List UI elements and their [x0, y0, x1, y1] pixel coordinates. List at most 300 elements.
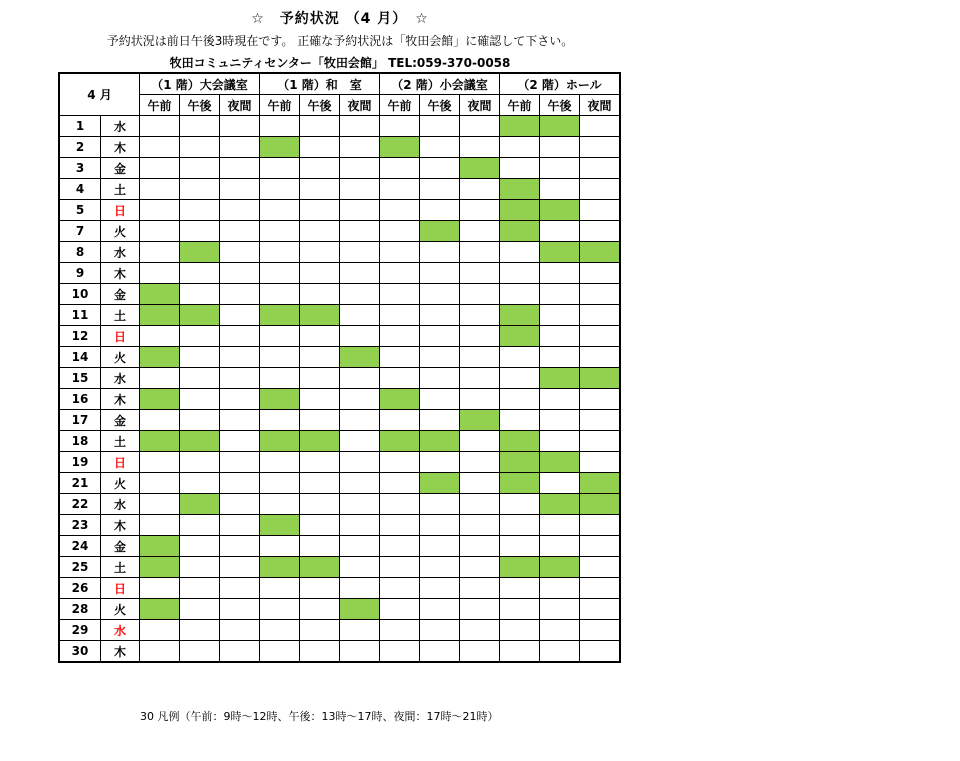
slot-cell: [300, 284, 340, 305]
table-row: [59, 557, 620, 578]
slot-cell: [300, 536, 340, 557]
contact-info: 牧田コミュニティセンター「牧田会館」 TEL:059-370-0058: [169, 56, 511, 70]
slot-header: 午前: [380, 95, 420, 116]
slot-cell: [340, 557, 380, 578]
table-row: [59, 305, 620, 326]
slot-cell: [500, 494, 540, 515]
slot-cell: [500, 347, 540, 368]
slot-cell: [340, 221, 380, 242]
booked-slot-cell: [380, 431, 420, 452]
slot-cell: [460, 599, 500, 620]
slot-cell: [500, 599, 540, 620]
booked-slot-cell: [260, 305, 300, 326]
weekday-label: 水: [101, 620, 140, 641]
weekday-label: 日: [101, 326, 140, 347]
booked-slot-cell: [500, 452, 540, 473]
weekday-label: 木: [101, 641, 140, 663]
slot-header: 午後: [300, 95, 340, 116]
slot-cell: [340, 620, 380, 641]
booked-slot-cell: [140, 284, 180, 305]
slot-cell: [420, 452, 460, 473]
day-number: 28: [59, 599, 101, 620]
weekday-label: 土: [101, 305, 140, 326]
slot-header: 午後: [420, 95, 460, 116]
slot-cell: [500, 641, 540, 663]
slot-cell: [580, 452, 621, 473]
slot-cell: [220, 389, 260, 410]
slot-cell: [180, 179, 220, 200]
slot-cell: [340, 158, 380, 179]
booked-slot-cell: [500, 431, 540, 452]
slot-cell: [380, 410, 420, 431]
booked-slot-cell: [580, 242, 621, 263]
booked-slot-cell: [300, 305, 340, 326]
slot-cell: [460, 179, 500, 200]
room-header-row: [59, 73, 620, 95]
slot-cell: [380, 494, 420, 515]
slot-cell: [540, 641, 580, 663]
slot-cell: [260, 410, 300, 431]
slot-cell: [180, 620, 220, 641]
room-header: （1 階）和 室: [260, 73, 380, 95]
slot-cell: [300, 599, 340, 620]
day-number: 26: [59, 578, 101, 599]
slot-header: 午前: [140, 95, 180, 116]
weekday-label: 金: [101, 410, 140, 431]
slot-cell: [420, 389, 460, 410]
slot-cell: [300, 578, 340, 599]
slot-cell: [460, 536, 500, 557]
slot-cell: [180, 599, 220, 620]
slot-cell: [460, 200, 500, 221]
weekday-label: 水: [101, 116, 140, 137]
slot-cell: [220, 158, 260, 179]
slot-cell: [460, 368, 500, 389]
weekday-label: 日: [101, 578, 140, 599]
day-number: 23: [59, 515, 101, 536]
table-row: [59, 200, 620, 221]
slot-cell: [420, 200, 460, 221]
booked-slot-cell: [300, 557, 340, 578]
slot-cell: [140, 137, 180, 158]
room-header: （1 階）大会議室: [140, 73, 260, 95]
room-header: （2 階）ホール: [500, 73, 621, 95]
slot-cell: [500, 410, 540, 431]
slot-cell: [420, 137, 460, 158]
slot-cell: [540, 536, 580, 557]
booked-slot-cell: [540, 494, 580, 515]
slot-cell: [340, 116, 380, 137]
slot-cell: [220, 326, 260, 347]
booked-slot-cell: [340, 599, 380, 620]
table-row: [59, 515, 620, 536]
slot-cell: [580, 599, 621, 620]
slot-cell: [580, 536, 621, 557]
slot-cell: [180, 284, 220, 305]
slot-cell: [460, 242, 500, 263]
slot-cell: [220, 137, 260, 158]
slot-cell: [380, 158, 420, 179]
slot-cell: [460, 305, 500, 326]
slot-cell: [220, 410, 260, 431]
slot-cell: [260, 473, 300, 494]
slot-cell: [180, 200, 220, 221]
slot-cell: [460, 641, 500, 663]
slot-cell: [220, 179, 260, 200]
slot-cell: [420, 305, 460, 326]
slot-cell: [340, 473, 380, 494]
table-row: [59, 494, 620, 515]
slot-cell: [340, 515, 380, 536]
day-number: 30: [59, 641, 101, 663]
slot-cell: [580, 221, 621, 242]
day-number: 25: [59, 557, 101, 578]
table-row: [59, 389, 620, 410]
slot-cell: [140, 368, 180, 389]
slot-cell: [340, 578, 380, 599]
slot-cell: [220, 347, 260, 368]
slot-cell: [540, 326, 580, 347]
booked-slot-cell: [340, 347, 380, 368]
slot-cell: [420, 242, 460, 263]
slot-cell: [500, 515, 540, 536]
day-number: 9: [59, 263, 101, 284]
slot-cell: [580, 641, 621, 663]
booked-slot-cell: [580, 494, 621, 515]
slot-cell: [180, 473, 220, 494]
table-row: [59, 641, 620, 663]
slot-cell: [580, 557, 621, 578]
slot-cell: [220, 305, 260, 326]
slot-cell: [140, 452, 180, 473]
slot-cell: [300, 326, 340, 347]
slot-cell: [540, 431, 580, 452]
slot-cell: [180, 452, 220, 473]
slot-cell: [220, 599, 260, 620]
slot-cell: [220, 431, 260, 452]
weekday-label: 火: [101, 473, 140, 494]
page-title: ☆ 予約状況 （4 月） ☆: [251, 11, 429, 27]
table-row: [59, 578, 620, 599]
slot-cell: [420, 557, 460, 578]
slot-cell: [180, 410, 220, 431]
slot-cell: [140, 473, 180, 494]
slot-cell: [220, 536, 260, 557]
weekday-label: 水: [101, 494, 140, 515]
slot-cell: [540, 473, 580, 494]
slot-cell: [300, 473, 340, 494]
slot-cell: [220, 452, 260, 473]
slot-cell: [180, 347, 220, 368]
slot-cell: [300, 452, 340, 473]
slot-cell: [220, 557, 260, 578]
slot-cell: [220, 494, 260, 515]
table-row: [59, 221, 620, 242]
day-number: 2: [59, 137, 101, 158]
slot-cell: [220, 200, 260, 221]
slot-cell: [580, 200, 621, 221]
slot-header: 夜間: [460, 95, 500, 116]
slot-cell: [180, 137, 220, 158]
slot-cell: [340, 641, 380, 663]
slot-cell: [260, 179, 300, 200]
slot-cell: [380, 599, 420, 620]
booked-slot-cell: [380, 389, 420, 410]
slot-cell: [540, 410, 580, 431]
slot-cell: [460, 347, 500, 368]
table-row: [59, 452, 620, 473]
booked-slot-cell: [140, 389, 180, 410]
booked-slot-cell: [140, 557, 180, 578]
slot-cell: [460, 116, 500, 137]
slot-cell: [260, 536, 300, 557]
weekday-label: 金: [101, 158, 140, 179]
booked-slot-cell: [580, 473, 621, 494]
slot-cell: [380, 578, 420, 599]
slot-cell: [220, 368, 260, 389]
slot-cell: [420, 599, 460, 620]
slot-cell: [380, 200, 420, 221]
booked-slot-cell: [140, 431, 180, 452]
slot-cell: [260, 452, 300, 473]
booked-slot-cell: [500, 179, 540, 200]
slot-header: 夜間: [220, 95, 260, 116]
weekday-label: 土: [101, 431, 140, 452]
day-number: 1: [59, 116, 101, 137]
slot-header: 午後: [180, 95, 220, 116]
booked-slot-cell: [140, 536, 180, 557]
slot-header: 午前: [260, 95, 300, 116]
slot-cell: [380, 305, 420, 326]
slot-cell: [420, 284, 460, 305]
slot-cell: [540, 389, 580, 410]
slot-cell: [140, 158, 180, 179]
slot-cell: [260, 620, 300, 641]
slot-cell: [580, 326, 621, 347]
day-number: 15: [59, 368, 101, 389]
slot-cell: [260, 284, 300, 305]
slot-cell: [220, 263, 260, 284]
slot-cell: [380, 452, 420, 473]
slot-cell: [340, 410, 380, 431]
weekday-label: 火: [101, 221, 140, 242]
slot-cell: [580, 158, 621, 179]
booked-slot-cell: [260, 431, 300, 452]
booked-slot-cell: [540, 368, 580, 389]
slot-cell: [300, 137, 340, 158]
slot-cell: [300, 179, 340, 200]
booked-slot-cell: [260, 515, 300, 536]
table-row: [59, 179, 620, 200]
slot-cell: [540, 620, 580, 641]
slot-cell: [580, 389, 621, 410]
slot-cell: [140, 410, 180, 431]
slot-cell: [300, 158, 340, 179]
booked-slot-cell: [180, 305, 220, 326]
weekday-label: 木: [101, 263, 140, 284]
slot-cell: [220, 578, 260, 599]
slot-cell: [420, 578, 460, 599]
slot-cell: [380, 221, 420, 242]
slot-cell: [180, 641, 220, 663]
month-label: 4 月: [59, 73, 140, 116]
slot-cell: [500, 620, 540, 641]
booked-slot-cell: [180, 431, 220, 452]
table-row: [59, 263, 620, 284]
slot-cell: [380, 347, 420, 368]
slot-cell: [180, 326, 220, 347]
slot-cell: [340, 242, 380, 263]
slot-cell: [220, 116, 260, 137]
slot-cell: [340, 200, 380, 221]
slot-cell: [460, 326, 500, 347]
slot-cell: [580, 578, 621, 599]
slot-cell: [180, 536, 220, 557]
slot-cell: [180, 221, 220, 242]
slot-cell: [420, 326, 460, 347]
slot-cell: [380, 557, 420, 578]
slot-cell: [420, 263, 460, 284]
slot-cell: [420, 347, 460, 368]
day-number: 24: [59, 536, 101, 557]
slot-cell: [500, 536, 540, 557]
slot-cell: [260, 116, 300, 137]
slot-cell: [180, 515, 220, 536]
booked-slot-cell: [300, 431, 340, 452]
slot-cell: [300, 200, 340, 221]
slot-cell: [220, 641, 260, 663]
slot-cell: [340, 305, 380, 326]
day-number: 12: [59, 326, 101, 347]
day-number: 7: [59, 221, 101, 242]
table-row: [59, 326, 620, 347]
booked-slot-cell: [140, 305, 180, 326]
booked-slot-cell: [180, 242, 220, 263]
weekday-label: 日: [101, 452, 140, 473]
weekday-label: 土: [101, 557, 140, 578]
slot-cell: [540, 158, 580, 179]
day-number: 4: [59, 179, 101, 200]
slot-cell: [140, 578, 180, 599]
slot-cell: [460, 221, 500, 242]
legend-text: 30 凡例（午前：9時～12時、午後：13時～17時、夜間：17時～21時）: [140, 710, 499, 723]
slot-cell: [180, 557, 220, 578]
booked-slot-cell: [540, 200, 580, 221]
slot-cell: [460, 137, 500, 158]
slot-cell: [500, 578, 540, 599]
slot-cell: [260, 368, 300, 389]
slot-cell: [540, 305, 580, 326]
weekday-label: 火: [101, 347, 140, 368]
slot-cell: [380, 116, 420, 137]
slot-cell: [420, 158, 460, 179]
booked-slot-cell: [460, 158, 500, 179]
slot-header-row: [59, 95, 620, 116]
slot-cell: [300, 410, 340, 431]
slot-cell: [300, 494, 340, 515]
slot-cell: [300, 116, 340, 137]
slot-cell: [300, 368, 340, 389]
notice-text: 予約状況は前日午後3時現在です。 正確な予約状況は「牧田会館」に確認して下さい。: [106, 34, 574, 48]
slot-cell: [380, 326, 420, 347]
booked-slot-cell: [140, 599, 180, 620]
slot-cell: [460, 557, 500, 578]
room-header: （2 階）小会議室: [380, 73, 500, 95]
table-row: [59, 620, 620, 641]
weekday-label: 金: [101, 284, 140, 305]
slot-cell: [380, 368, 420, 389]
slot-cell: [420, 494, 460, 515]
slot-cell: [460, 452, 500, 473]
slot-cell: [300, 242, 340, 263]
slot-cell: [180, 578, 220, 599]
slot-cell: [300, 620, 340, 641]
slot-cell: [340, 452, 380, 473]
slot-cell: [460, 578, 500, 599]
slot-cell: [380, 284, 420, 305]
slot-cell: [540, 137, 580, 158]
slot-cell: [580, 263, 621, 284]
booked-slot-cell: [500, 473, 540, 494]
slot-cell: [300, 347, 340, 368]
slot-cell: [140, 515, 180, 536]
slot-cell: [340, 326, 380, 347]
slot-cell: [500, 284, 540, 305]
slot-cell: [260, 221, 300, 242]
booked-slot-cell: [260, 557, 300, 578]
weekday-label: 水: [101, 368, 140, 389]
day-number: 18: [59, 431, 101, 452]
day-number: 8: [59, 242, 101, 263]
slot-cell: [580, 116, 621, 137]
day-number: 14: [59, 347, 101, 368]
slot-cell: [420, 179, 460, 200]
slot-cell: [380, 536, 420, 557]
slot-cell: [220, 284, 260, 305]
slot-cell: [460, 494, 500, 515]
booked-slot-cell: [460, 410, 500, 431]
slot-cell: [300, 515, 340, 536]
slot-cell: [580, 179, 621, 200]
slot-cell: [460, 473, 500, 494]
slot-cell: [340, 263, 380, 284]
slot-cell: [380, 263, 420, 284]
slot-cell: [500, 242, 540, 263]
slot-cell: [340, 179, 380, 200]
slot-cell: [380, 473, 420, 494]
booked-slot-cell: [500, 557, 540, 578]
slot-cell: [420, 620, 460, 641]
slot-cell: [260, 263, 300, 284]
slot-header: 午後: [540, 95, 580, 116]
slot-cell: [380, 620, 420, 641]
booked-slot-cell: [500, 326, 540, 347]
slot-cell: [300, 221, 340, 242]
slot-cell: [140, 116, 180, 137]
day-number: 3: [59, 158, 101, 179]
day-number: 11: [59, 305, 101, 326]
slot-cell: [460, 284, 500, 305]
slot-cell: [300, 641, 340, 663]
slot-cell: [540, 284, 580, 305]
booked-slot-cell: [500, 116, 540, 137]
day-number: 29: [59, 620, 101, 641]
weekday-label: 土: [101, 179, 140, 200]
booked-slot-cell: [540, 242, 580, 263]
slot-cell: [260, 158, 300, 179]
booked-slot-cell: [420, 221, 460, 242]
slot-cell: [340, 431, 380, 452]
